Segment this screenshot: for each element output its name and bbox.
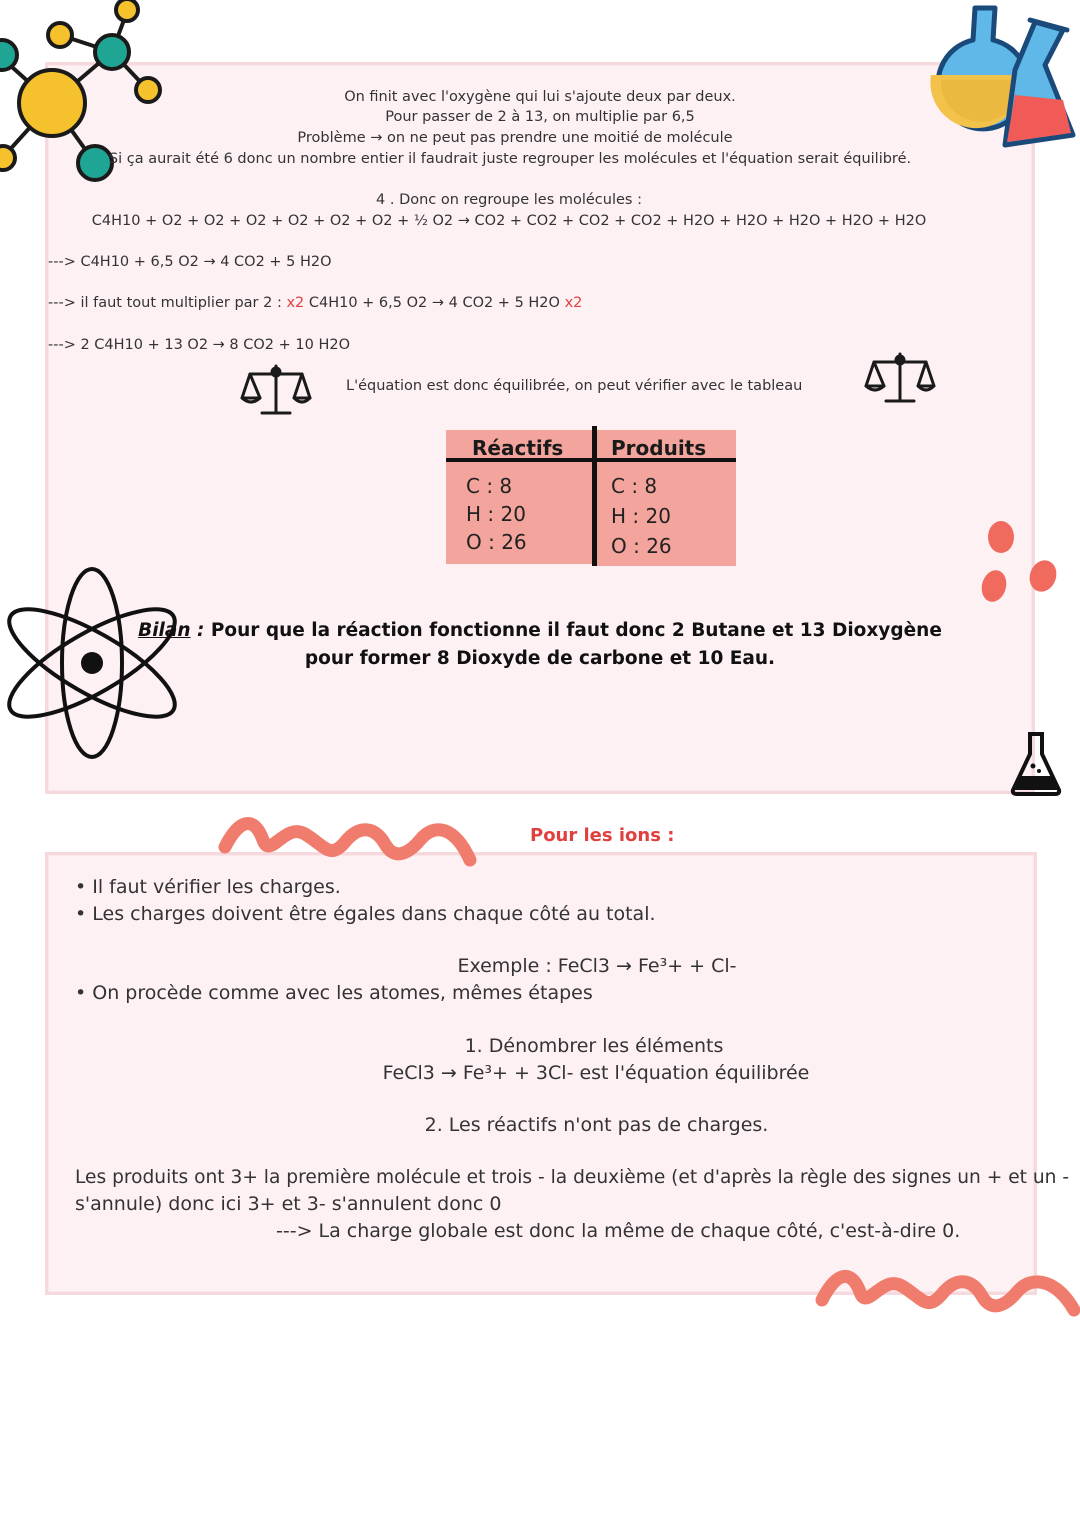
bilan-statement-1: Pour que la réaction fonctionne il faut donc 2 Butane et 13 Dioxygène: [210, 620, 942, 641]
intro-line: On finit avec l'oxygène qui lui s'ajoute deux par deux.: [344, 89, 736, 105]
ions-step-2-title: 2. Les réactifs n'ont pas de charges.: [424, 1114, 769, 1136]
ions-step-1-title: 1. Dénombrer les éléments: [464, 1035, 724, 1057]
dots-decoration: [975, 515, 1065, 610]
bilan-text: [0, 617, 1080, 673]
intro-line: Si ça aurait été 6 donc un nombre entier il faudrait juste regrouper les molécules et l'équation serait équilibré.: [108, 151, 912, 167]
reactifs-cell: C : 8: [466, 474, 513, 498]
ions-example: Exemple : FeCl3 → Fe³+ + Cl-: [457, 955, 737, 977]
arrow-line-1: ---> C4H10 + 6,5 O2 → 4 CO2 + 5 H2O: [48, 254, 332, 270]
multiplier-label: x2: [286, 295, 305, 311]
atom-count-table: [446, 430, 736, 566]
scale-icon: [240, 362, 312, 418]
squiggle-decoration: [812, 1262, 1080, 1322]
arrow-line-2-prefix: ---> il faut tout multiplier par 2 :: [48, 295, 287, 311]
intro-line: Pour passer de 2 à 13, on multiplie par 6,5: [385, 109, 695, 125]
top-panel: [45, 62, 1035, 794]
squiggle-decoration: [215, 812, 477, 872]
ions-step-1-equation: FeCl3 → Fe³+ + 3Cl- est l'équation équilibrée: [382, 1062, 810, 1084]
bilan-line-1: [0, 617, 1080, 645]
ions-conclusion: ---> La charge globale est donc la même de chaque côté, c'est-à-dire 0.: [276, 1220, 961, 1242]
produits-header: Produits: [611, 436, 707, 460]
reactifs-header: Réactifs: [472, 436, 564, 460]
table-divider: [592, 426, 597, 566]
bilan-line-2: pour former 8 Dioxyde de carbone et 10 Eau.: [304, 648, 776, 669]
ions-bullet-2: • Les charges doivent être égales dans chaque côté au total.: [75, 903, 656, 925]
produits-cell: H : 20: [611, 504, 671, 528]
erlenmeyer-icon: [1008, 730, 1064, 798]
multiplier-label: x2: [564, 295, 583, 311]
bilan-label: Bilan: [138, 620, 191, 641]
produits-cell: O : 26: [611, 534, 672, 558]
ions-title: Pour les ions :: [530, 825, 675, 846]
step4-equation: C4H10 + O2 + O2 + O2 + O2 + O2 + O2 + ½ O2 → CO2 + CO2 + CO2 + CO2 + H2O + H2O + H2O + H2O + H2O: [91, 213, 927, 229]
scale-icon: [864, 350, 936, 406]
reactifs-cell: O : 26: [466, 530, 527, 554]
produits-cell: C : 8: [611, 474, 658, 498]
verify-text: L'équation est donc équilibrée, on peut vérifier avec le tableau: [346, 378, 803, 394]
ions-bullet-1: • Il faut vérifier les charges.: [75, 876, 341, 898]
ions-bullet-3: • On procède comme avec les atomes, mêmes étapes: [75, 982, 593, 1004]
arrow-line-2-equation: C4H10 + 6,5 O2 → 4 CO2 + 5 H2O: [304, 295, 565, 311]
ions-paragraph-line-2: s'annule) donc ici 3+ et 3- s'annulent donc 0: [75, 1193, 502, 1215]
intro-line: Problème → on ne peut pas prendre une moitié de molécule: [297, 130, 733, 146]
step4-title: 4 . Donc on regroupe les molécules :: [376, 192, 642, 208]
arrow-line-3: ---> 2 C4H10 + 13 O2 → 8 CO2 + 10 H2O: [48, 337, 350, 353]
bilan-separator: :: [190, 620, 211, 641]
reactifs-cell: H : 20: [466, 502, 526, 526]
arrow-line-2: [48, 295, 582, 311]
ions-paragraph-line-1: Les produits ont 3+ la première molécule et trois - la deuxième (et d'après la règle des signes un + et un -: [75, 1167, 1070, 1188]
